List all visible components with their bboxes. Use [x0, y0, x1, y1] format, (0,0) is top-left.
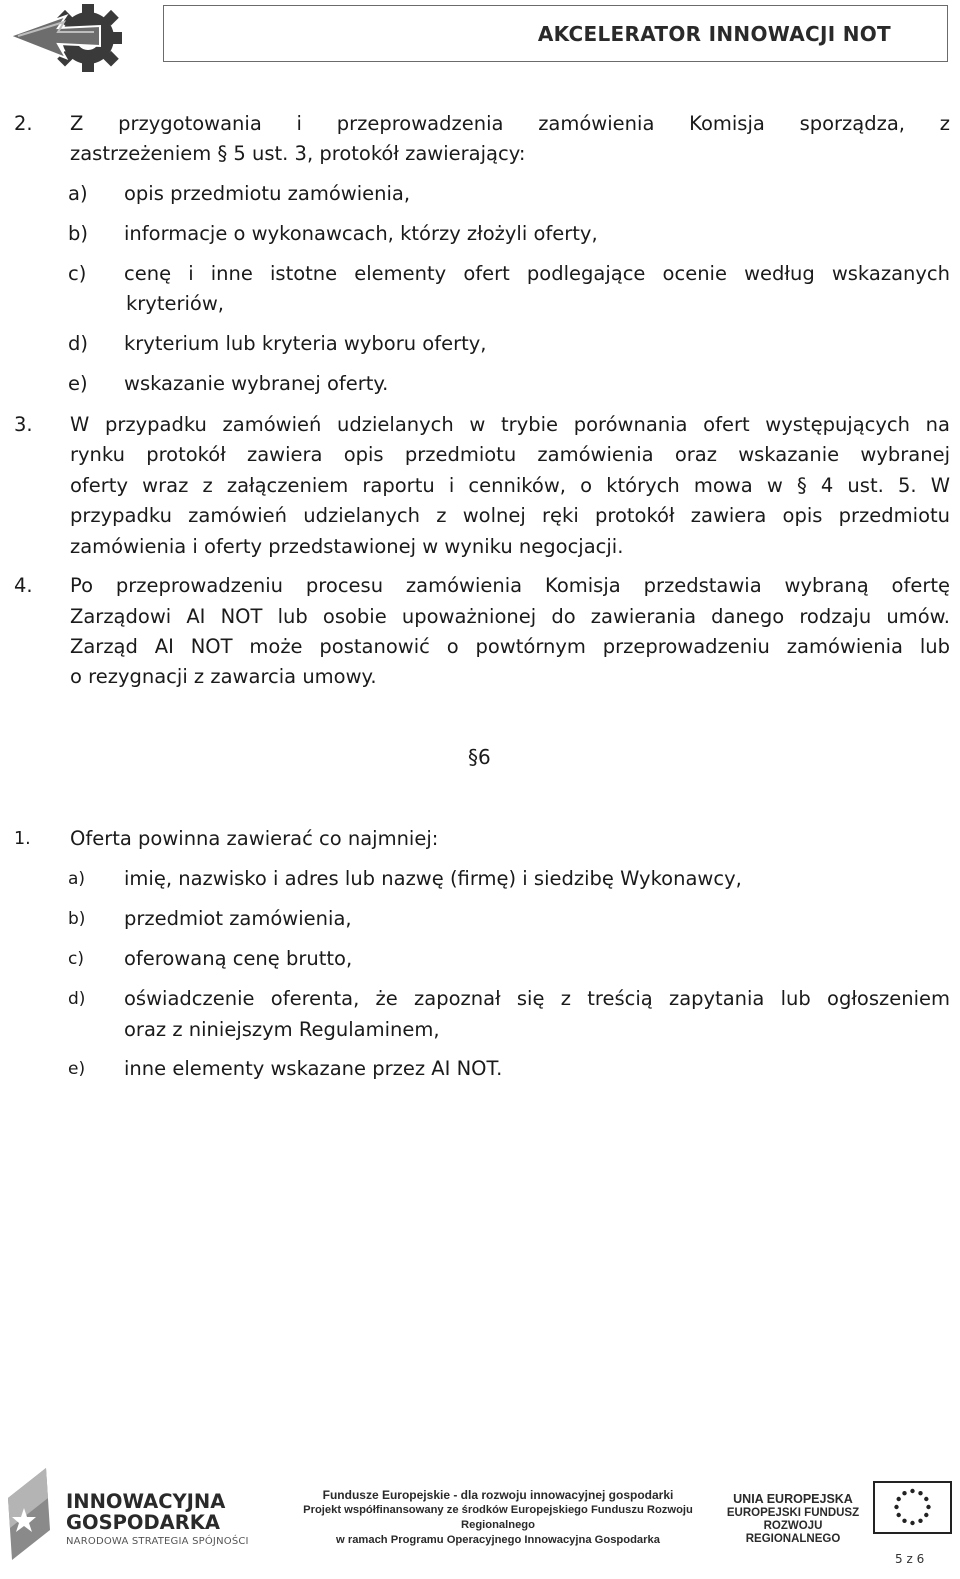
eu-flag-icon [873, 1481, 952, 1534]
footer-center-line2: Projekt współfinansowany ze środków Europejskiego Funduszu Rozwoju Regionalnego [303, 1504, 693, 1531]
logo-line3: NARODOWA STRATEGIA SPÓJNOŚCI [66, 1536, 249, 1547]
list-item: inne elementy wskazane przez AI NOT. [124, 1057, 503, 1080]
list-label: b) [68, 222, 88, 245]
page-number: 5 z 6 [895, 1552, 925, 1566]
item-text: przypadku zamówień udzielanych z wolnej ręki protokół zawiera opis przedmiotu [70, 504, 950, 527]
list-item: cenę i inne istotne elementy ofert podlegające ocenie według wskazanych [124, 262, 950, 285]
list-item-continued: kryteriów, [126, 292, 225, 315]
gear-arrow-logo-icon [8, 2, 126, 74]
item-number: 1. [14, 829, 31, 849]
list-label: e) [68, 1059, 86, 1079]
logo-line2: GOSPODARKA [66, 1511, 220, 1534]
list-label: e) [68, 372, 88, 395]
item-number: 2. [14, 112, 33, 135]
footer-center-line3: w ramach Programu Operacyjnego Innowacyjna Gospodarka [336, 1534, 660, 1546]
item-text: Zarząd AI NOT może postanowić o powtórnym przeprowadzeniu zamówienia lub [70, 635, 950, 658]
header-title: AKCELERATOR INNOWACJI NOT [537, 22, 891, 46]
footer-funding-note [298, 1488, 698, 1548]
item-text: o rezygnacji z zawarcia umowy. [70, 665, 377, 688]
list-label: a) [68, 182, 88, 205]
list-label: c) [68, 949, 84, 969]
list-item: przedmiot zamówienia, [124, 907, 352, 930]
star-flag-icon [8, 1468, 60, 1560]
item-text: oferty wraz z załączeniem raportu i cenników, o których mowa w § 4 ust. 5. W [70, 474, 950, 497]
footer-eu-text [718, 1492, 868, 1546]
list-item: oferowaną cenę brutto, [124, 947, 353, 970]
list-item: kryterium lub kryteria wyboru oferty, [124, 332, 487, 355]
list-label: b) [68, 909, 86, 929]
item-number: 3. [14, 413, 33, 436]
item-text: W przypadku zamówień udzielanych w trybie porównania ofert występujących na [70, 413, 950, 436]
eu-line1: UNIA EUROPEJSKA [733, 1492, 853, 1506]
list-label: c) [68, 262, 87, 285]
item-text: zastrzeżeniem § 5 ust. 3, protokół zawierający: [70, 142, 526, 165]
list-item: wskazanie wybranej oferty. [124, 372, 389, 395]
list-item-continued: oraz z niniejszym Regulaminem, [124, 1018, 440, 1041]
eu-line2: EUROPEJSKI FUNDUSZ [726, 1507, 860, 1519]
section-heading: §6 [468, 745, 491, 769]
logo-line1: INNOWACYJNA [66, 1490, 226, 1513]
eu-line3: ROZWOJU REGIONALNEGO [745, 1520, 841, 1545]
item-text: Po przeprowadzeniu procesu zamówienia Komisja przedstawia wybraną ofertę [70, 574, 950, 597]
list-label: a) [68, 869, 86, 889]
item-number: 4. [14, 574, 33, 597]
list-label: d) [68, 989, 86, 1009]
list-item: imię, nazwisko i adres lub nazwę (firmę) i siedzibę Wykonawcy, [124, 867, 742, 890]
item-text: zamówienia i oferty przedstawionej w wyniku negocjacji. [70, 535, 624, 558]
list-item: informacje o wykonawcach, którzy złożyli oferty, [124, 222, 598, 245]
list-item: opis przedmiotu zamówienia, [124, 182, 411, 205]
item-text: Zarządowi AI NOT lub osobie upoważnionej do zawierania danego rodzaju umów. [70, 605, 950, 628]
innowacyjna-gospodarka-logo [8, 1468, 249, 1560]
item-text: rynku protokół zawiera opis przedmiotu zamówienia oraz wskazanie wybranej [70, 443, 950, 466]
list-item: oświadczenie oferenta, że zapoznał się z treścią zapytania lub ogłoszeniem [124, 987, 950, 1010]
header-banner [163, 5, 948, 62]
item-text: Oferta powinna zawierać co najmniej: [70, 827, 439, 850]
list-label: d) [68, 332, 88, 355]
footer-center-line1: Fundusze Europejskie - dla rozwoju innowacyjnej gospodarki [322, 1488, 674, 1502]
item-text: Z przygotowania i przeprowadzenia zamówienia Komisja sporządza, z [70, 112, 950, 135]
